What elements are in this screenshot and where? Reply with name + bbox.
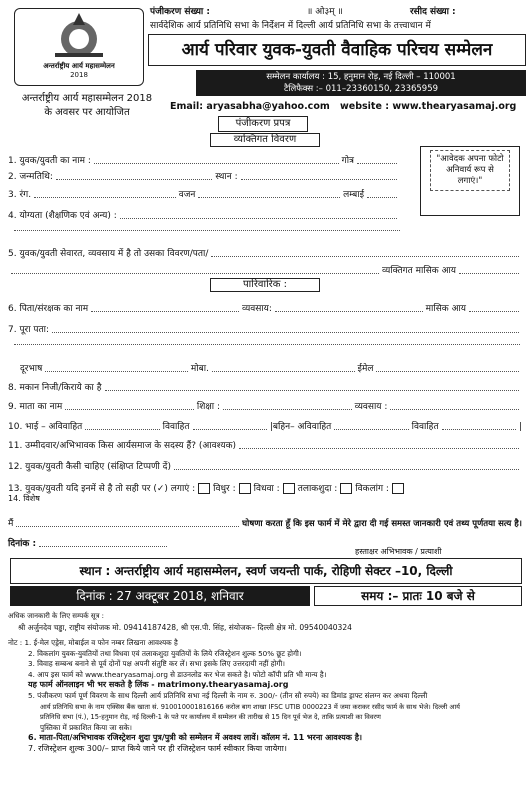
field-sister-unmarried-label: बहिन– अविवाहित [272,422,332,432]
field-name-label: 1. युवक/युवती का नाम : [8,156,91,166]
field-dob[interactable] [8,169,400,182]
field-preference-label: 12. युवक/युवती कैसी चाहिए (संक्षिप्त टिप्पणी दें) [8,462,171,472]
field-house[interactable] [8,380,522,393]
field-father-occupation-label: व्यवसाय: [241,304,272,314]
note-5c: प्रतिनिधि सभा (पं.), 15-हनुमान रोड़, नई दिल्ली-1 के पते पर कार्यालय में सम्मेलन की तारीख से 15 दिन पूर्व भेज दे, ताकि प्रत्याशी का विवरण [40,713,381,722]
field-monthly-income-label: व्यक्तिगत मासिक आय [382,266,456,276]
field-date[interactable] [8,536,170,549]
field-address-label: 7. पूरा पता: [8,325,50,335]
signature-label: हस्ताक्षर अभिभावक / प्रत्याशी [355,547,442,556]
field-complexion-label: 3. रंग. [8,190,32,200]
disabled-checkbox[interactable] [340,483,352,494]
logo-year: 2018 [70,71,88,79]
field-mother-education-label: शिक्षा : [196,402,221,412]
field-address[interactable] [8,322,522,335]
field-occupation[interactable] [8,246,522,259]
om-symbol: ॥ ओ३म् ॥ [307,7,343,17]
note-1: नोट : 1. ई-मेल एड्रेस, मोबाईल व फोन नम्बर लिखना आवश्यक है [8,638,178,647]
family-section-title: पारिवारिक : [210,278,320,292]
logo-emblem-icon [15,9,143,59]
date-label: दिनांक : [8,539,37,549]
note-5a: 5. पंजीकरण फार्म पूर्ण विवरण के साथ दिल्ली आर्य प्रतिनिधि सभा नई दिल्ली के नाम रु. 300/- (तीन सौ रुपये) का डिमांड ड्राफ्ट संलग्न कर अथवा दिल्ली [28,690,428,700]
logo-text: अन्तर्राष्ट्रीय आर्य महासम्मेलन [43,62,115,70]
note-5b: आर्य प्रतिनिधि सभा के नाम एक्सिस बैंक खाता सं. 910010001816166 करोल बाग शाखा IFSC UTIB 0000223 में जमा कराकर रसीद फार्म के साथ भेजे। दिल्ली आर्य [40,702,460,711]
disabled-label: विकलांग : [355,484,389,494]
divorced-label: तलाकशुदा : [297,484,338,494]
widower-label: विधुर : [213,484,236,494]
contact-website[interactable]: website : www.thearyasamaj.org [340,101,517,112]
occasion-line-1: अन्तर्राष्ट्रीय आर्य महासम्मेलन 2018 [21,93,153,104]
note-7: 7. रजिस्ट्रेशन शुल्क 300/– प्राप्त किये जाने पर ही रजिस्ट्रेशन फार्म स्वीकार किया जायेगा। [28,743,287,753]
office-phone: टैलिफैक्स :– 011–23360150, 23365959 [283,84,439,94]
field-special-label: 14. विशेष [8,494,40,503]
divorced-checkbox[interactable] [283,483,295,494]
address-line-2[interactable] [14,344,520,345]
widow-label: विधवा : [253,484,280,494]
notes-block [8,638,524,755]
field-complexion[interactable] [8,187,400,200]
field-qualification-label: 4. योग्यता (शैक्षणिक एवं अन्य) : [8,211,117,221]
field-siblings[interactable]: 10. भाई – अविवाहित विवाहित | बहिन– अविवाहित विवाहित | [8,419,522,432]
contact-title: अधिक जानकारी के लिए सम्पर्क सूत्र : [8,612,105,620]
field-arya-samaj[interactable] [8,438,522,451]
field-status-label: 13. युवक/युवती यदि इनमें से है तो सही पर (✓) लगाएं : [8,484,196,494]
note-6: 6. माता-पिता/अभिभावक रजिस्ट्रेशन शुदा पुत्र/पुत्री को सम्मेलन में अवश्य लावें। कॉलम नं. 11 भरना आवश्यक है। [28,733,362,743]
field-status[interactable] [8,481,522,494]
field-sister-married-label: विवाहित [411,422,439,432]
field-brother-married-label: विवाहित [162,422,190,432]
qualification-line-2[interactable] [14,230,400,231]
field-height-label: लम्बाई [343,190,365,200]
field-father-income-label: मासिक आय [425,304,466,314]
office-band [196,70,526,96]
field-brother-unmarried-label: 10. भाई – अविवाहित [8,422,83,432]
field-arya-samaj-label: 11. उम्मीदवार/अभिभावक किस आर्यसमाज के सदस्य हैं? (आवश्यक) [8,441,237,451]
personal-section-title: व्यक्तिगत विवरण [210,133,320,147]
field-father[interactable] [8,301,522,314]
field-gotra-label: गोत्र [341,156,354,166]
field-declaration[interactable] [8,516,522,529]
widow-checkbox[interactable] [239,483,251,494]
office-address: सम्मेलन कार्यालय : 15, हनुमान रोड़, नई दिल्ली – 110001 [266,72,456,82]
reg-number-label: पंजीकरण संख्या : [150,7,210,17]
logo [14,8,144,86]
field-monthly-income[interactable] [8,263,522,276]
contact-email[interactable]: Email: aryasabha@yahoo.com [170,101,330,112]
venue-time: समय :– प्रातः 10 बजे से [314,586,522,606]
form-title: पंजीकरण प्रपत्र [218,116,308,132]
field-place-label: स्थान : [215,172,238,182]
note-5d: पुस्तिका में प्रकाशित किया जा सके। [40,722,132,732]
venue-text: स्थान : अन्तर्राष्ट्रीय आर्य महासम्मेलन, स्वर्ण जयन्ती पार्क, रोहिणी सेक्टर –10, दिल्ली [79,564,453,578]
field-occupation-label: 5. युवक/युवती सेवारत, व्यवसाय में है तो उसका विवरण/पता/ [8,249,209,259]
note-2: 2. विकलांग युवक-युवतियों तथा विधवा एवं तलाकशुदा युवतियों के लिये रजिस्ट्रेशन शुल्क 50% छूट होगी। [28,648,302,658]
field-mother-occupation-label: व्यवसाय : [354,402,388,412]
field-weight-label: वजन [178,190,196,200]
receipt-number-label: रसीद संख्या : [410,7,456,17]
field-phone-label: दूरभाष [20,364,43,374]
venue-band [10,558,522,584]
field-preference[interactable] [8,459,522,472]
organizer-line: सार्वदेशिक आर्य प्रतिनिधि सभा के निर्देशन में दिल्ली आर्य प्रतिनिधि सभा के तत्त्वाधान में [150,21,431,31]
widower-checkbox[interactable] [198,483,210,494]
occasion-line-2: के अवसर पर आयोजित [44,107,130,118]
field-dob-label: 2. जन्मतिथि: [8,172,53,182]
note-4: 4. आप इस फार्म को www.thearyasamaj.org से डाउनलोड कर भेज सकते है। फोटो कॉपी प्रति भी मान्य है। [28,669,327,679]
field-name[interactable] [8,153,400,166]
contact-line: श्री अर्जुनदेव चड्ढा, राष्ट्रीय संयोजक मो. 09414187428, श्री एस.पी. सिंह, संयोजक– दिल्ली क्षेत्र मो. 09540040324 [18,623,352,632]
note-online[interactable]: यह फार्म ऑनलाइन भी भर सकते है लिंक - matrimony.thearyasamaj.org [28,680,289,690]
declaration-prefix: मैं [8,519,14,529]
field-phone[interactable] [8,361,522,374]
venue-date: दिनांक : 27 अक्टूबर 2018, शनिवार [10,586,310,606]
field-mother-label: 9. माता का नाम [8,402,63,412]
field-mobile-label: मोबा. [190,364,209,374]
field-mother[interactable] [8,399,522,412]
field-email-label: ईमेल [357,364,374,374]
event-title: आर्य परिवार युवक-युवती वैवाहिक परिचय सम्मेलन [148,34,526,66]
disabled-box-2[interactable] [392,483,404,494]
field-house-label: 8. मकान निजी/किराये का है [8,383,102,393]
note-3: 3. विवाह सम्बन्ध बनाने से पूर्व दोनों पक्ष अपनी संतुष्टि कर लें। सभा इसके लिए उत्तरदायी नहीं होगी। [28,659,286,669]
field-father-label: 6. पिता/संरक्षक का नाम [8,304,89,314]
declaration-text: घोषणा करता हूँ कि इस फार्म में मेरे द्वारा दी गई समस्त जानकारी एवं तथ्य पूर्णतया सत्य है। [242,519,522,529]
field-qualification[interactable] [8,208,400,221]
photo-box[interactable] [420,146,520,216]
photo-note: "आवेदक अपना फोटो अनिवार्य रूप से लगाएं।" [430,150,510,191]
